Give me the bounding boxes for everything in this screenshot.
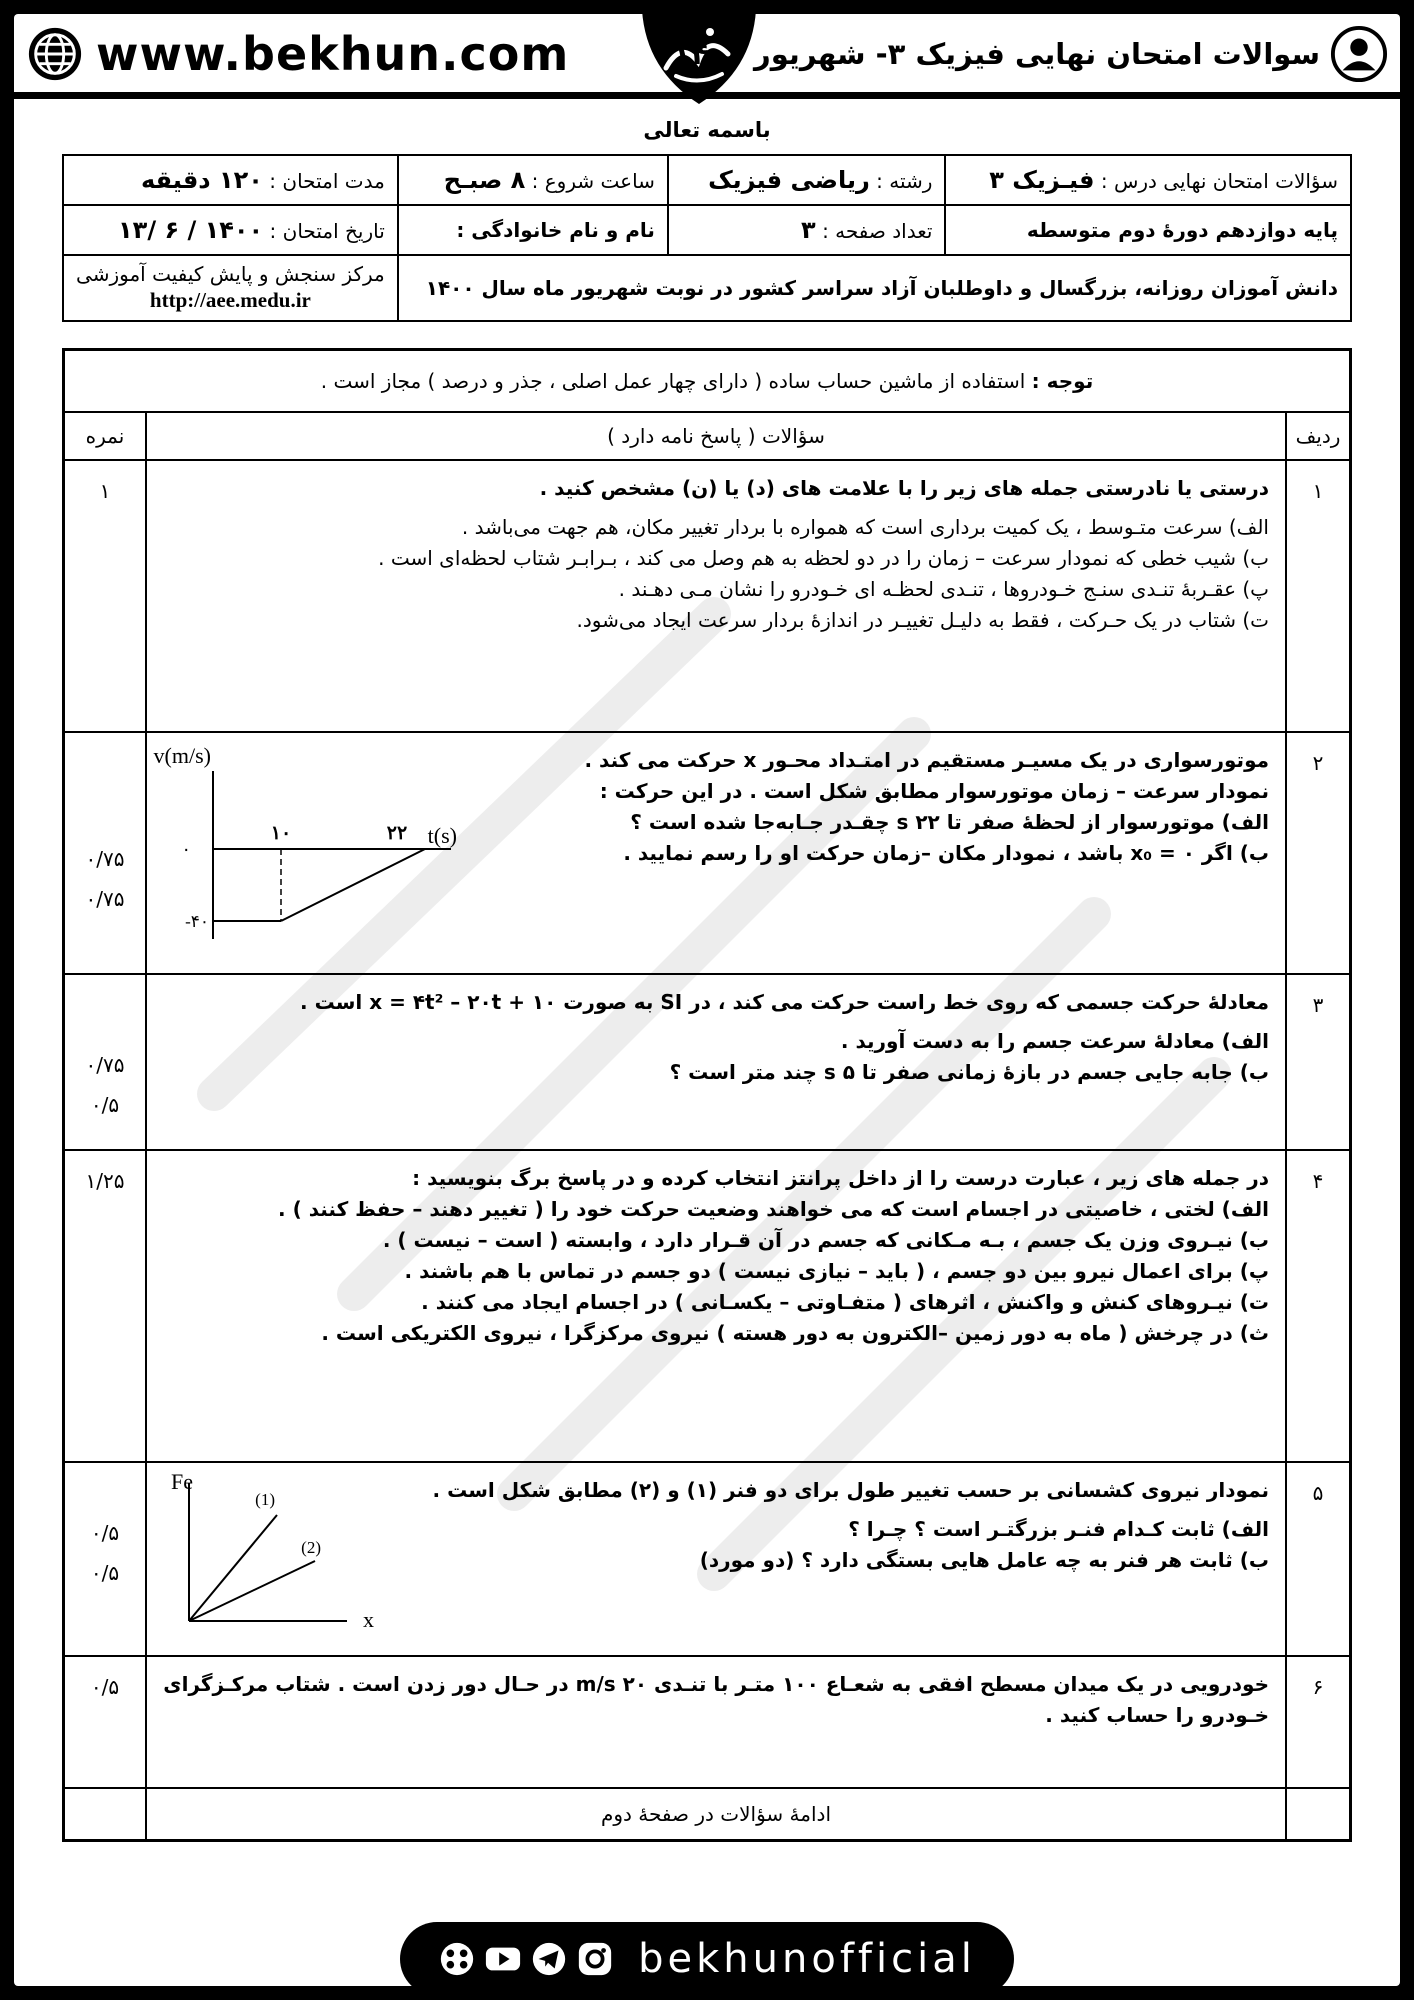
score-part-b: ۰/۷۵ xyxy=(85,887,125,911)
globe-icon xyxy=(26,25,84,83)
top-header xyxy=(14,14,1400,92)
question-prompt: موتورسواری در یک مسیـر مستقیم در امتـداد محـور x حرکت می کند . xyxy=(584,748,1269,772)
center-cell xyxy=(63,255,398,321)
question-item: الف) سرعت متـوسط ، یک کمیت برداری است که همواره با بردار تغییر مکان، هم جهت می‌باشد . xyxy=(461,515,1269,539)
exam-info-table xyxy=(62,154,1352,322)
question-row-3 xyxy=(64,974,1351,1150)
page-count-cell: تعداد صفحه : ۳ xyxy=(668,205,946,255)
question-prompt: در جمله های زیر ، عبارت درست را از داخل پرانتز انتخاب کرده و در پاسخ برگ بنویسید : xyxy=(412,1166,1269,1190)
column-header-row xyxy=(64,412,1351,460)
question-body xyxy=(146,1150,1286,1462)
info-row-3 xyxy=(63,255,1351,321)
question-number: ۴ xyxy=(1286,1150,1351,1462)
question-number: ۲ xyxy=(1286,732,1351,974)
question-body xyxy=(146,1462,1286,1656)
center-name: مرکز سنجش و پایش کیفیت آموزشی xyxy=(76,262,385,287)
start-time-cell: ساعت شروع : ۸ صبـح xyxy=(398,155,668,205)
v0-label: -۴۰ xyxy=(185,912,209,931)
question-item: ت) شتاب در یک حـرکت ، فقط به دلیـل تغییـر در اندازهٔ بردار سرعت ایجاد می‌شود. xyxy=(576,608,1269,632)
question-item: الف) معادلهٔ سرعت جسم را به دست آورید . xyxy=(840,1029,1269,1053)
question-item: الف) ثابت کـدام فنـر بزرگتـر است ؟ چـرا ؟ xyxy=(848,1517,1269,1541)
user-icon[interactable] xyxy=(1330,25,1388,83)
origin-label: ۰ xyxy=(181,839,191,859)
header-divider xyxy=(14,92,1400,99)
question-item: ب) جابه جایی جسم در بازهٔ زمانی صفر تا s ۵ چند متر است ؟ xyxy=(669,1060,1269,1084)
question-item: پ) عقـربهٔ تنـدی سنـج خـودروها ، تنـدی لحظـه ای خـودرو را نشان مـی دهـند . xyxy=(618,577,1269,601)
col-score-header: نمره xyxy=(64,412,147,460)
spring-1-line xyxy=(189,1515,277,1621)
question-item: ب) ثابت هر فنر به چه عامل هایی بستگی دارد ؟ (دو مورد) xyxy=(699,1548,1269,1572)
instagram-icon[interactable] xyxy=(576,1940,614,1978)
question-score: ۱ xyxy=(64,460,147,732)
continuation-note: ادامهٔ سؤالات در صفحهٔ دوم xyxy=(146,1788,1286,1840)
score-part-a: ۰/۷۵ xyxy=(85,847,125,871)
info-row-1 xyxy=(63,155,1351,205)
question-score xyxy=(64,974,147,1150)
aparat-icon[interactable] xyxy=(438,1940,476,1978)
audience-cell: دانش آموزان روزانه، بزرگسال و داوطلبان آزاد سراسر کشور در نوبت شهریور ماه سال ۱۴۰۰ xyxy=(398,255,1351,321)
question-item: ب) نیـروی وزن یک جسم ، بـه مـکانی که جسم در آن قـرار دارد ، وابسته ( است – نیست ) . xyxy=(382,1228,1269,1252)
tick-label-10: ۱۰ xyxy=(270,823,292,844)
question-item: پ) برای اعمال نیرو بین دو جسم ، ( باید – نیازی نیست ) دو جسم در تماس با هم باشند . xyxy=(404,1259,1269,1283)
site-url[interactable]: www.bekhun.com xyxy=(96,27,570,81)
question-number: ۵ xyxy=(1286,1462,1351,1656)
spring-force-graph xyxy=(167,1467,374,1637)
x-axis-label: x xyxy=(363,1607,374,1632)
questions-table xyxy=(62,348,1352,1842)
question-row-2 xyxy=(64,732,1351,974)
site-brand[interactable] xyxy=(26,24,569,84)
youtube-icon[interactable] xyxy=(484,1940,522,1978)
col-questions-header: سؤالات ( پاسخ نامه دارد ) xyxy=(146,412,1286,460)
question-row-4 xyxy=(64,1150,1351,1462)
calculator-note: توجه : استفاده از ماشین حساب ساده ( دارای چهار عمل اصلی ، جذر و درصد ) مجاز است . xyxy=(64,350,1351,413)
duration-cell: مدت امتحان : ۱۲۰ دقیقه xyxy=(63,155,398,205)
grade-cell: پایه دوازدهم دورهٔ دوم متوسطه xyxy=(945,205,1351,255)
question-score xyxy=(64,1462,147,1656)
question-body xyxy=(146,1656,1286,1788)
question-body xyxy=(146,732,1286,974)
question-prompt: خـودرو را حساب کنید . xyxy=(1045,1703,1269,1727)
telegram-icon[interactable] xyxy=(530,1940,568,1978)
score-part-a: ۰/۷۵ xyxy=(85,1053,125,1077)
question-item: الف) لختی ، خاصیتی در اجسام است که می خواهند وضعیت حرکت خود را ( تغییر دهند – حفظ کنند ) . xyxy=(278,1197,1269,1221)
question-row-1 xyxy=(64,460,1351,732)
col-row-header: ردیف xyxy=(1286,412,1351,460)
question-number: ۶ xyxy=(1286,1656,1351,1788)
social-bar xyxy=(400,1922,1014,1996)
spring-2-label: (2) xyxy=(301,1538,321,1557)
exam-page xyxy=(14,14,1400,1986)
force-axis-label: Fe xyxy=(171,1469,193,1494)
center-url-link[interactable]: http://aee.medu.ir xyxy=(149,288,311,313)
score-part-a: ۰/۵ xyxy=(90,1521,120,1545)
t-axis-label: t(s) xyxy=(427,823,457,848)
v-axis-label: v(m/s) xyxy=(153,743,211,768)
info-row-2 xyxy=(63,205,1351,255)
question-score: ۰/۵ xyxy=(64,1656,147,1788)
question-row-5 xyxy=(64,1462,1351,1656)
question-prompt: درستی یا نادرستی جمله های زیر را با علامت های (د) یا (ن) مشخص کنید . xyxy=(539,476,1269,500)
basmala: باسمه تعالی xyxy=(643,118,771,142)
question-row-6 xyxy=(64,1656,1351,1788)
question-prompt: خودرویی در یک میدان مسطح افقی به شعـاع ۱۰۰ متـر با تنـدی m/s ۲۰ در حـال دور زدن است . شتاب مرکـزگرای xyxy=(163,1672,1269,1696)
social-handle[interactable]: bekhunofficial xyxy=(638,1936,976,1982)
question-score: ۱/۲۵ xyxy=(64,1150,147,1462)
spring-1-label: (1) xyxy=(255,1490,275,1509)
question-number: ۱ xyxy=(1286,460,1351,732)
question-item: الف) موتورسوار از لحظهٔ صفر تا s ۲۲ چقـدر جـابه‌جا شده است ؟ xyxy=(630,810,1269,834)
velocity-time-graph xyxy=(153,743,461,943)
question-body xyxy=(146,460,1286,732)
spring-2-line xyxy=(189,1561,315,1621)
score-part-b: ۰/۵ xyxy=(90,1093,120,1117)
exam-heading: سوالات امتحان نهایی فیزیک ۳- شهریور ۱۴۰۰ xyxy=(673,37,1320,71)
empty-cell xyxy=(64,1788,147,1840)
question-item: ب) شیب خطی که نمودار سرعت – زمان را در دو لحظه به هم وصل می کند ، بـرابـر شتاب لحظه‌ای است . xyxy=(378,546,1269,570)
question-prompt: نمودار نیروی کشسانی بر حسب تغییر طول برای دو فنر (۱) و (۲) مطابق شکل است . xyxy=(432,1478,1269,1502)
accelerating-segment xyxy=(281,849,425,921)
score-part-b: ۰/۵ xyxy=(90,1561,120,1585)
tick-label-22: ۲۲ xyxy=(386,823,408,844)
question-prompt: نمودار سرعت – زمان موتورسوار مطابق شکل است . در این حرکت : xyxy=(599,779,1269,803)
question-item: ت) نیـروهای کنش و واکنش ، اثرهای ( متفـاوتی – یکسـانی ) در اجسام ایجاد می کنند . xyxy=(421,1290,1269,1314)
question-score xyxy=(64,732,147,974)
continuation-row xyxy=(64,1788,1351,1840)
social-icons xyxy=(438,1940,622,1978)
question-item: ث) در چرخش ( ماه به دور زمین –الکترون به دور هسته ) نیروی مرکزگرا ، نیروی الکتریکی است . xyxy=(321,1321,1269,1345)
student-name-cell[interactable]: نام و نام خانوادگی : xyxy=(398,205,668,255)
header-title-group xyxy=(673,24,1388,84)
note-row xyxy=(64,350,1351,413)
question-number: ۳ xyxy=(1286,974,1351,1150)
exam-date-cell: تاریخ امتحان : ۱۴۰۰ / ۶ /۱۳ xyxy=(63,205,398,255)
empty-cell xyxy=(1286,1788,1351,1840)
question-body xyxy=(146,974,1286,1150)
question-prompt: معادلهٔ حرکت جسمی که روی خط راست حرکت می کند ، در SI به صورت x = ۴t² – ۲۰t + ۱۰ است . xyxy=(300,990,1269,1014)
field-cell: رشته : ریاضی فیزیک xyxy=(668,155,946,205)
question-item: ب) اگر x₀ = ۰ باشد ، نمودار مکان –زمان حرکت او را رسم نمایید . xyxy=(623,841,1269,865)
course-cell: سؤالات امتحان نهایی درس : فیـزیک ۳ xyxy=(945,155,1351,205)
